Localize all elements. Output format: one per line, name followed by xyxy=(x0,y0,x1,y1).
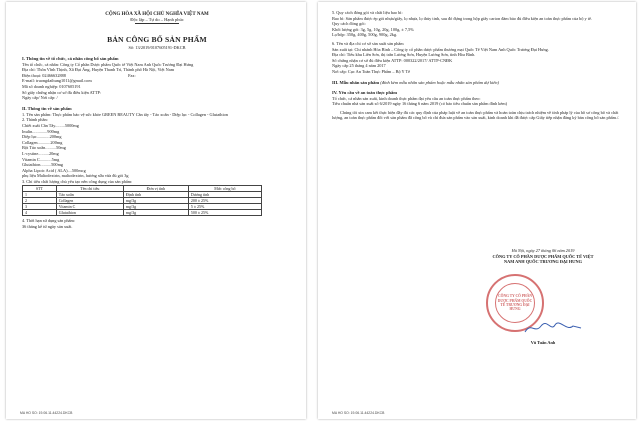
packing-spec-title: Quy cách đóng gói: xyxy=(332,21,366,27)
table-row xyxy=(23,210,262,216)
packaging-text: Bao bì: Sản phẩm được ép gói nhựa/giấy, lọ nhựa, lọ thủy tinh, sau đó đựng trong hộp giấy carton đảm bảo đủ điều kiện an toàn thực phẩm của bộ y tế. xyxy=(332,15,592,21)
quality-table xyxy=(22,185,262,216)
table-cell: mg/3g xyxy=(123,210,188,216)
table-cell: 200 ± 25% xyxy=(188,198,261,204)
document-title: BẢN CÔNG BỐ SẢN PHẨM xyxy=(107,35,207,44)
packaging-title: 5. Quy cách đóng gói và chất liệu bao bì: xyxy=(332,10,403,15)
table-header: Mức công bố xyxy=(188,186,261,192)
ingredient-item: Bột Táo xoắn..........50mg xyxy=(22,145,66,151)
table-cell: 4 xyxy=(23,210,57,216)
ingredient-item: phụ liệu Maltodextrin, maltodextrin, hương sữa vừa đủ gói 3g xyxy=(22,173,129,179)
stamp-text: CÔNG TY CỔ PHẦN DƯỢC PHẨM QUỐC TẾ TRƯƠNG ĐẠI HƯNG xyxy=(497,294,533,312)
org-cert-date: Ngày cấp/ Nơi cấp: / xyxy=(22,95,58,101)
product-name: 1. Tên sản phẩm: Thực phẩm bảo vệ sức khỏe GREEN BEAUTY Cần tây - Táo xoắn - Diệp lục - Collagen - Glutathion xyxy=(22,111,228,117)
section-1-title: I. Thông tin về tổ chức, cá nhân công bố sản phẩm xyxy=(22,55,119,61)
table-cell: 3 xyxy=(23,204,57,210)
org-email: E-mail: truongdaihung1011@gmail.com xyxy=(22,78,92,84)
ingredient-item: Vitamin C...........5mg xyxy=(22,156,60,162)
signature-icon xyxy=(523,320,583,336)
ingredient-item: Inulin..............900mg xyxy=(22,128,60,134)
ingredient-item: Chiết xuất Cần Tây.........5000mg xyxy=(22,122,79,128)
manufacturer-name: Sản xuất tại: Chi nhánh Hòa Bình – Công ty cổ phần dược phẩm thương mại Quốc Tế Việt Nam Anh Quốc Trương Đại Hưng. xyxy=(332,46,549,52)
section-3-note: (đính kèm mẫu nhãn sản phẩm hoặc mẫu nhãn sản phẩm dự kiến) xyxy=(380,79,499,85)
manufacturer-title: 6. Tên và địa chỉ cơ sở sản xuất sản phẩm xyxy=(332,40,404,46)
org-address: Địa chỉ: Thôn Vĩnh Thịnh, Xã Đại Áng, Huyện Thanh Trì, Thành phố Hà Nội, Việt Nam xyxy=(22,67,175,73)
packing-volumes: Lọ/hộp: 350g, 400g, 500g, 900g, 2kg. xyxy=(332,32,398,38)
ingredient-item: Glutathion..........500mg xyxy=(22,162,64,168)
header-country: CỘNG HÒA XÃ HỘI CHỦ NGHĨA VIỆT NAM xyxy=(105,12,209,17)
safety-text-1: Tổ chức, cá nhân sản xuất, kinh doanh thực phẩm đạt yêu cầu an toàn thực phẩm theo: xyxy=(332,95,481,101)
org-fax: Fax: xyxy=(128,72,136,78)
table-cell: Định tính xyxy=(123,192,188,198)
manufacturer-address: Địa chỉ: Tiểu khu Liên Sơn, thị trấn Lương Sơn, Huyện Lương Sơn, tỉnh Hòa Bình. xyxy=(332,52,476,58)
table-cell: 500 ± 25% xyxy=(188,210,261,216)
org-certificate: Số giấy chứng nhận cơ sở đủ điều kiện ATTP: xyxy=(22,89,102,95)
table-cell: 5 ± 25% xyxy=(188,204,261,210)
manufacturer-cert-date: Ngày cấp 25 tháng 4 năm 2017 xyxy=(332,63,386,69)
ingredient-item: Alpha Lipoic Acid ( ALA)....500mcg xyxy=(22,167,86,173)
page-footer-code: MA HO SO: 19.06.11.44224.DKCB xyxy=(332,411,385,415)
table-cell: 1 xyxy=(23,192,57,198)
sign-date: Hà Nội, ngày 27 tháng 06 năm 2019 xyxy=(511,248,575,253)
table-cell: mg/3g xyxy=(123,204,188,210)
stamp-inner-ring xyxy=(495,283,535,323)
table-cell: Dương tính xyxy=(188,192,261,198)
signer-name: Vũ Tuấn Anh xyxy=(530,340,556,345)
safety-text-2: Tiêu chuẩn nhà sản xuất số 6/2019 ngày 16 tháng 6 năm 2019 (có bảo tiêu chuẩn sản phẩm đính kèm) xyxy=(332,101,508,107)
table-cell: Glutathion xyxy=(56,210,123,216)
table-header: Đơn vị tính xyxy=(123,186,188,192)
section-3-heading: III. Mẫu nhãn sản phẩm xyxy=(332,79,380,85)
page-footer-code: MA HO SO: 19.06.11.44224.DKCB xyxy=(20,411,73,415)
table-cell: mg/3g xyxy=(123,198,188,204)
ingredient-item: L-cystine..........20mg xyxy=(22,150,59,156)
section-3-title xyxy=(332,80,622,85)
table-header: Tên chỉ tiêu xyxy=(56,186,123,192)
table-header: STT xyxy=(23,186,57,192)
quality-title: 3. Chỉ tiêu chất lượng chủ yếu tạo nên công dụng của sản phẩm: xyxy=(22,178,133,184)
shelf-life-title: 4. Thời hạn sử dụng sản phẩm: xyxy=(22,218,76,224)
table-cell: Collagen xyxy=(56,198,123,204)
org-phone: Điện thoại: 02466632888 xyxy=(22,72,66,78)
table-cell: Táo xoắn xyxy=(56,192,123,198)
commitment-text: Chúng tôi xin cam kết thực hiện đầy đủ các quy định của pháp luật về an toàn thực phẩm và hoàn toàn chịu trách nhiệm về tính pháp lý của hồ sơ công bố và chất lượng, an toàn thực phẩm đối với sản phẩm đã công bố và chỉ đưa sản phẩm vào sản xuất, kinh doanh khi đã được cấp Giấy tiếp nhận đăng ký bản công bố sản phẩm./. xyxy=(332,109,620,121)
ingredients-list xyxy=(22,123,292,179)
signer-block xyxy=(458,340,628,346)
section-2-title: II. Thông tin về sản phẩm xyxy=(22,105,72,111)
table-cell: 2 xyxy=(23,198,57,204)
ingredient-item: Collagen............200mg xyxy=(22,139,63,145)
manufacturer-cert: Số chứng nhận cơ sở đủ điều kiện ATTP: 000322/2017/ ATTP-CNĐK xyxy=(332,57,453,63)
ingredient-item: Diệp lục............200mg xyxy=(22,134,62,140)
shelf-life: 36 tháng kể từ ngày sản xuất. xyxy=(22,224,73,230)
manufacturer-cert-issuer: Nơi cấp: Cục An Toàn Thực Phẩm – Bộ Y Tế xyxy=(332,68,410,74)
document-number: Số: 13/2019/0107605191-DKCB xyxy=(128,45,186,50)
document-page-right xyxy=(318,2,636,419)
section-4-title: IV. Yêu cầu về an toàn thực phẩm xyxy=(332,89,397,95)
sign-company-line-1: CÔNG TY CỔ PHẦN DƯỢC PHẨM QUỐC TẾ VIỆT xyxy=(492,253,594,259)
sign-company-line-2: NAM ANH QUỐC TRƯƠNG ĐẠI HƯNG xyxy=(503,259,583,265)
document-page-left xyxy=(6,2,306,419)
ingredients-title: 2. Thành phần: xyxy=(22,117,48,123)
signature-block xyxy=(458,248,628,265)
org-name: Tên tổ chức, cá nhân: Công ty Cổ phần Dược phẩm Quốc tế Việt Nam Anh Quốc Trương Đại Hưng xyxy=(22,61,194,67)
packing-weights: Khối lượng gói: 3g, 5g, 10g, 20g, 100g, ± 7,5% xyxy=(332,26,414,32)
table-cell: Vitamin C xyxy=(56,204,123,210)
org-tax-code: Mã số doanh nghiệp: 0107605191 xyxy=(22,83,81,89)
header-divider xyxy=(135,23,179,24)
header-motto: Độc lập – Tự do – Hạnh phúc xyxy=(130,17,184,22)
